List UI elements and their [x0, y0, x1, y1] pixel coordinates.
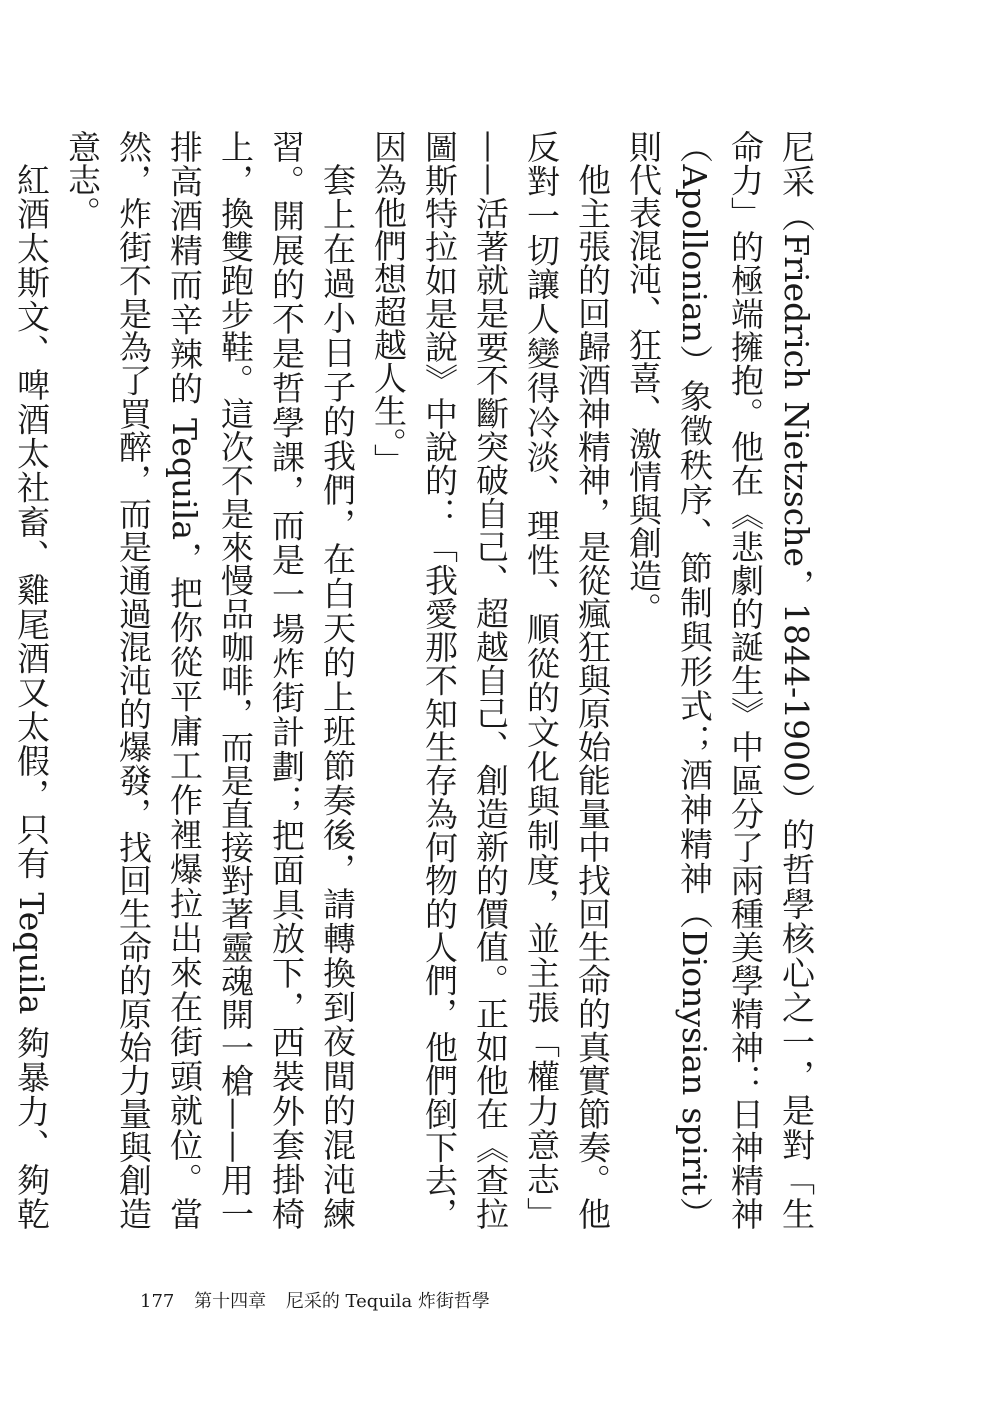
chapter-title: 尼采的 Tequila 炸街哲學: [285, 1291, 490, 1312]
page-footer: [140, 1290, 504, 1314]
paragraph-4: 紅酒太斯文、啤酒太社畜、雞尾酒又太假，只有 Tequila 夠暴力、夠乾: [12, 163, 51, 1230]
paragraph-1: 尼采（Friedrich Nietzsche，1844-1900）的哲學核心之一，是對「生命力」的極端擁抱。他在《悲劇的誕生》中區分了兩種美學精神：日神精神（Apollonian）象徵秩序、節制與形式；酒神精神（Dionysian spirit）則代表混沌、狂喜、激情與創造。: [624, 130, 816, 1230]
chapter-label: 第十四章: [194, 1291, 267, 1312]
paragraph-3: 套上在過小日子的我們，在白天的上班節奏後，請轉換到夜間的混沌練習。開展的不是哲學課，而是一場炸街計劃；把面具放下，西裝外套掛椅上，換雙跑步鞋。這次不是來慢品咖啡，而是直接對著靈魂開一槍——用一排高酒精而辛辣的 Tequila，把你從平庸工作裡爆拉出來在街頭就位。當然，炸街不是為了買醉，而是通過混沌的爆發，找回生命的原始力量與創造意志。: [63, 130, 357, 1230]
vertical-text-body: [12, 130, 822, 1230]
page-number: 177: [140, 1291, 175, 1312]
paragraph-2: 他主張的回歸酒神精神，是從瘋狂與原始能量中找回生命的真實節奏。他反對一切讓人變得冷淡、理性、順從的文化與制度，並主張「權力意志」——活著就是要不斷突破自己、超越自己、創造新的價值。正如他在《查拉圖斯特拉如是說》中說的：「我愛那不知生存為何物的人們，他們倒下去，因為他們想超越人生。」: [369, 130, 612, 1230]
